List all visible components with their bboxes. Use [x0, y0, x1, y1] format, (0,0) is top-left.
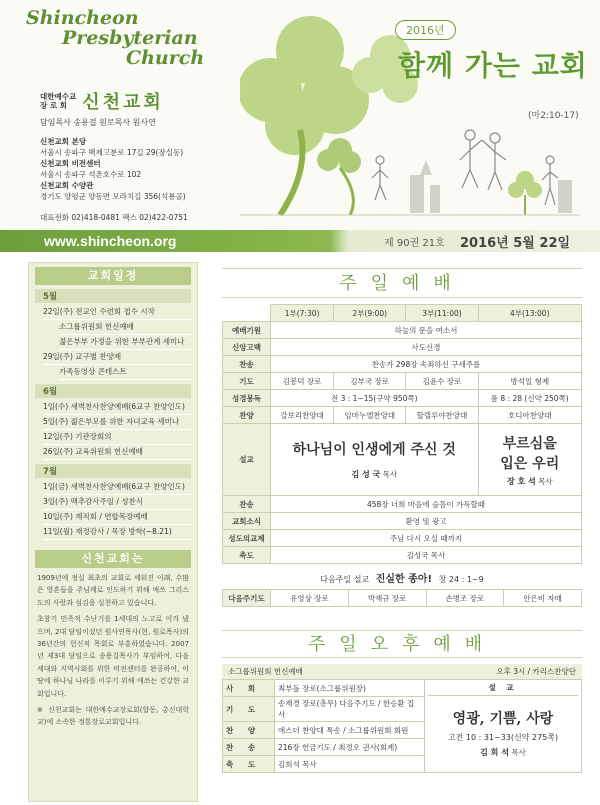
- row-label: 다음주기도: [223, 590, 271, 607]
- address-title: 신천교회 본당: [40, 137, 87, 146]
- morning-worship-section: [222, 268, 582, 607]
- blank-cell: [223, 305, 271, 322]
- worship-row: [223, 513, 582, 530]
- worship-order-table: [222, 304, 582, 564]
- afternoon-table: [222, 679, 582, 773]
- worship-row: [223, 530, 582, 547]
- month-label: 6월: [35, 384, 191, 398]
- row-value: 환영 및 광고: [271, 513, 582, 530]
- worship-row: [223, 373, 582, 390]
- schedule-event: 젊은부부 가정을 위한 부부관계 세미나: [59, 335, 191, 350]
- row-label: 찬송: [223, 496, 271, 513]
- afternoon-sermon: [425, 680, 582, 773]
- bulletin-header: [0, 0, 600, 230]
- row-label: 찬송: [223, 356, 271, 373]
- address-title: 신천교회 비전센터: [40, 159, 101, 168]
- denomination: [40, 92, 76, 110]
- row-label: 축도: [223, 547, 271, 564]
- prayer-leader: 방석일 형제: [478, 373, 581, 390]
- next-week-ref: 창 24 : 1~9: [438, 575, 484, 584]
- row-value: 김희석 목사: [275, 756, 425, 773]
- month-label: 7월: [35, 464, 191, 478]
- choir: 갈보리찬양대: [271, 407, 334, 424]
- afternoon-header: [222, 664, 582, 679]
- row-label: 찬 송: [223, 739, 275, 756]
- schedule-event: 1일(금) 새벽천사찬양예배(6교구 찬양인도): [43, 480, 191, 495]
- row-value: 216장 헌금기도 / 최정오 권사(회계): [275, 739, 425, 756]
- next-week-sermon: [222, 570, 582, 585]
- worship-row: [223, 322, 582, 339]
- church-name-ko: 신천교회: [82, 92, 164, 113]
- next-week-intro: 다음주일 설교: [320, 575, 370, 584]
- next-prayer-leader: 손병조 장로: [426, 590, 504, 607]
- next-prayer-leader: 안은비 자매: [504, 590, 582, 607]
- scripture-reading-4th: 롬 8 : 28 (신약 250쪽): [478, 390, 581, 407]
- schedule-event: 29일(주) 교구별 찬양제: [43, 350, 191, 365]
- intro-paragraph: 초창기 민족적 수난기를 1세대의 노고로 이겨 냈으며, 2대 담임이셨던 원사연목사(현, 원로목사)의 36년간의 헌신적 목회로 부흥하였습니다. 2007년 제3대 담임으로 송용걸목사가 부임하여, 다음세대와 지역사회를 위한 비전센터를 완공하여, 이 땅에 하나님 나라를 이루기 위해 애쓰는 건강한 교회입니다.: [37, 615, 189, 698]
- schedule-event: 1일(수) 새벽천사찬양예배(6교구 찬양인도): [43, 400, 191, 415]
- afternoon-sermon-ref: 고전 10 : 31~33(신약 275쪽): [447, 733, 559, 742]
- schedule-event: 가족동영상 콘테스트: [59, 365, 191, 380]
- row-label: 성경봉독: [223, 390, 271, 407]
- worship-row: [223, 339, 582, 356]
- afternoon-worship-section: [222, 630, 582, 773]
- church-logo-en: [26, 8, 204, 68]
- address-line: 서울시 송파구 백제고분로 17길 29(잠실동): [40, 148, 184, 157]
- row-label: 사 회: [223, 680, 275, 697]
- next-week-title: 진실한 종아!: [375, 574, 433, 585]
- afternoon-worship-title: 주일오후예배: [307, 634, 497, 655]
- next-week-prayer-table: [222, 589, 582, 607]
- schedule-event: 26일(주) 교육위원회 헌신예배: [43, 445, 191, 460]
- afternoon-left-header: 소그룹위원회 헌신예배: [228, 667, 303, 676]
- sermon-title-4th-line1: 부르심을: [502, 435, 557, 452]
- logo-line-1: Shincheon: [26, 7, 139, 29]
- church-identity: [40, 88, 240, 223]
- schedule-event: 12일(주) 기관장회의: [43, 430, 191, 445]
- denom-top: 대한예수교: [40, 92, 77, 101]
- next-week-prayer-row: [223, 590, 582, 607]
- service-times-row: [223, 305, 582, 322]
- year-badge: 2016년: [395, 20, 456, 40]
- row-value: 찬송가 298장 속죄하신 구세주를: [271, 356, 582, 373]
- row-label: 설교: [223, 424, 271, 496]
- row-label: 찬양: [223, 407, 271, 424]
- row-value: 김성국 목사: [271, 547, 582, 564]
- morning-worship-title-box: [222, 268, 582, 298]
- address-title: 신천교회 수양관: [40, 181, 94, 190]
- address-line: 서울시 송파구 석촌호수로 102: [40, 170, 142, 179]
- preacher-title: 목사: [511, 748, 526, 757]
- schedule-event: 소그룹위원회 헌신예배: [59, 320, 191, 335]
- row-label: 기 도: [223, 697, 275, 722]
- schedule-event: 10일(주) 제직회 / 연합목장예배: [43, 510, 191, 525]
- prayer-leader: 김봉덕 장로: [271, 373, 334, 390]
- row-label: 기도: [223, 373, 271, 390]
- schedule-event: 11일(월) 재정감사 / 목장 방학(~8.21): [43, 525, 191, 540]
- prayer-leader: 김윤수 장로: [406, 373, 478, 390]
- row-label: 축 도: [223, 756, 275, 773]
- morning-worship-title: 주일예배: [339, 273, 465, 294]
- theme-reference: (마2:10-17): [528, 111, 579, 121]
- service-time: 2부(9:00): [334, 305, 406, 322]
- pastors-line: 담임목사 송용걸 원로목사 원사연: [40, 118, 156, 127]
- schedule-event: 3일(주) 맥추감사주일 / 성찬식: [43, 495, 191, 510]
- sermon-label: 설 교: [428, 682, 578, 696]
- logo-line-3: Church: [126, 47, 205, 69]
- preacher-name: 김 성 국: [351, 470, 381, 479]
- next-prayer-leader: 박재규 장로: [348, 590, 426, 607]
- url-bar: [0, 230, 600, 252]
- prayer-leader: 김부국 장로: [334, 373, 406, 390]
- schedule-event: 22일(주) 전교인 수련회 접수 시작: [43, 305, 191, 320]
- choir: 할렐루야찬양대: [406, 407, 478, 424]
- row-value: 송재경 장로(총무) 다음주기도 / 한승환 집사: [275, 697, 425, 722]
- month-label: 5월: [35, 289, 191, 303]
- row-label: 찬 양: [223, 722, 275, 739]
- bulletin-date: 2016년 5월 22일: [460, 236, 571, 251]
- denom-bottom: 장 로 회: [40, 101, 67, 110]
- next-prayer-leader: 유영상 장로: [271, 590, 349, 607]
- row-value: 주님 다시 오실 때까지: [271, 530, 582, 547]
- intro-paragraph: 1909년에 정실 최초의 교회로 세워진 이래, 수많은 영혼들을 주님께로 인도하기 위해 애쓰 그리스도의 사랑과 섬김을 실천하고 있습니다.: [37, 574, 189, 607]
- row-value: 최부돌 장로(소그룹위원장): [275, 680, 425, 697]
- row-label: 예배기원: [223, 322, 271, 339]
- row-value: 에스더 찬양대 특송 / 소그룹위원회 회원: [275, 722, 425, 739]
- left-column: [28, 262, 198, 802]
- website-link[interactable]: www.shincheon.org: [44, 233, 177, 249]
- sermon-title-4th-line2: 입은 우리: [500, 455, 560, 472]
- scripture-reading: 전 3 : 1~15(구약 950쪽): [271, 390, 479, 407]
- service-time: 1부(7:30): [271, 305, 334, 322]
- row-value: 사도신경: [271, 339, 582, 356]
- intro-title: 신천교회는: [35, 550, 191, 568]
- preacher-title: 목사: [538, 476, 553, 486]
- theme-title: 함께 가는 교회: [398, 49, 588, 82]
- choir: 호디아찬양대: [478, 407, 581, 424]
- intro-note: ※ 신천교회는 대한예수교장로회(합동, 총신대학교)에 소속한 정통장로교회입니다.: [37, 706, 189, 727]
- row-label: 교회소식: [223, 513, 271, 530]
- afternoon-row: [223, 680, 582, 697]
- row-value: 하늘의 문을 여소서: [271, 322, 582, 339]
- logo-line-2: Presbyterian: [62, 27, 198, 49]
- worship-row: [223, 407, 582, 424]
- contact-line: 대표전화 02)418-0481 팩스 02)422-0751: [40, 213, 188, 222]
- row-label: 신앙고백: [223, 339, 271, 356]
- row-label: 성도의교제: [223, 530, 271, 547]
- afternoon-right-header: 오후 3시 / 카리스찬양단: [496, 667, 576, 676]
- preacher-name: 장 호 석: [506, 476, 536, 486]
- service-time: 4부(13:00): [478, 305, 581, 322]
- service-time: 3부(11:00): [406, 305, 478, 322]
- choir: 임마누엘찬양대: [334, 407, 406, 424]
- worship-row: [223, 496, 582, 513]
- schedule-event: 5일(주) 젊은부모를 위한 자녀교육 세미나: [43, 415, 191, 430]
- row-value: 458장 너희 마음에 슬픔이 가득할때: [271, 496, 582, 513]
- worship-row: [223, 547, 582, 564]
- worship-row: [223, 356, 582, 373]
- address-list: [40, 136, 240, 202]
- schedule-title: 교회일정: [35, 267, 191, 285]
- preacher-name: 김 희 석: [480, 748, 509, 757]
- afternoon-title-box: [222, 630, 582, 658]
- sermon-main: [271, 424, 479, 496]
- sermon-4th: [478, 424, 581, 496]
- sermon-title: 하나님이 인생에게 주신 것: [292, 442, 456, 458]
- sermon-row: [223, 424, 582, 496]
- preacher-title: 목사: [382, 470, 398, 479]
- volume-number: 제 90권 21호: [384, 238, 445, 249]
- address-line: 경기도 양평군 양동면 모라치길 356(석룡골): [40, 192, 186, 201]
- afternoon-sermon-title: 영광, 기쁨, 사랑: [452, 711, 554, 727]
- worship-row: [223, 390, 582, 407]
